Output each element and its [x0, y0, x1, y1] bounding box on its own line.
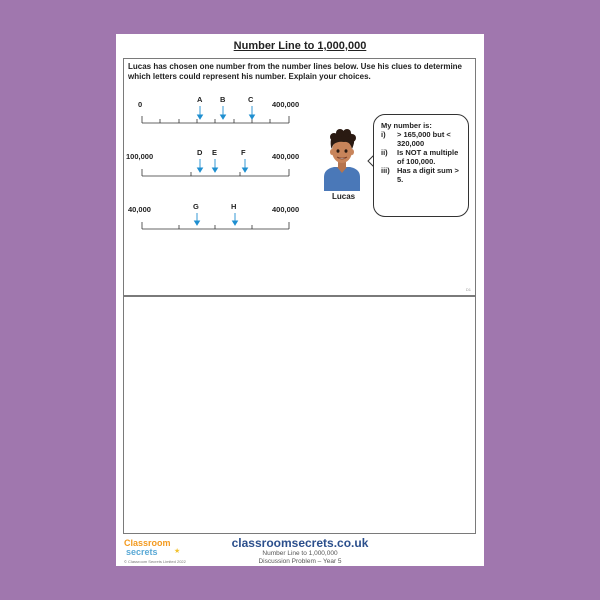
logo-star-icon: ★ [174, 548, 181, 555]
logo-text-bottom: secrets [126, 547, 158, 557]
clue-3 [381, 166, 462, 184]
lucas-avatar [320, 129, 364, 191]
number-line-2-end-label: 400,000 [272, 152, 300, 161]
clue-2-text: Is NOT a multiple of 100,000. [397, 148, 459, 166]
number-line-1-end-label: 400,000 [272, 100, 300, 109]
bubble-heading: My number is: [381, 121, 432, 130]
clue-2 [381, 148, 462, 166]
number-line-3-start-label: 40,000 [128, 205, 151, 214]
clue-1-number: i) [381, 130, 386, 139]
logo-text-top: Classroom [124, 538, 171, 548]
footer [116, 534, 484, 566]
letter-f: F [241, 148, 246, 157]
footer-subtitle: Number Line to 1,000,000 [262, 550, 338, 557]
clue-3-number: iii) [381, 166, 390, 175]
worksheet-title: Number Line to 1,000,000 [233, 40, 367, 52]
letter-h: H [231, 202, 237, 211]
letter-a: A [197, 95, 203, 104]
footer-subtitle-2: Discussion Problem – Year 5 [258, 558, 342, 565]
site-link[interactable]: classroomsecrets.co.uk [231, 536, 369, 550]
letter-c: C [248, 95, 254, 104]
clue-3-text: Has a digit sum > 5. [397, 166, 459, 184]
number-line-1 [138, 95, 299, 123]
speech-bubble [373, 114, 469, 217]
page-reference: D1 [465, 287, 471, 292]
letter-g: G [193, 202, 199, 211]
question-text: Lucas has chosen one number from the number lines below. Use his clues to determine which letters could represent his number. Explain your choices. [128, 62, 463, 81]
number-line-3-end-label: 400,000 [272, 205, 300, 214]
question-panel [123, 58, 476, 296]
number-line-2-start-label: 100,000 [126, 152, 154, 161]
character-name: Lucas [332, 192, 356, 201]
letter-b: B [220, 95, 226, 104]
number-line-2 [126, 148, 299, 176]
number-line-1-start-label: 0 [138, 100, 143, 109]
clue-1-text: > 165,000 but < 320,000 [397, 130, 451, 148]
clue-1 [381, 130, 462, 148]
worksheet-page [116, 34, 484, 566]
clue-2-number: ii) [381, 148, 388, 157]
letter-e: E [212, 148, 218, 157]
number-line-3 [128, 202, 299, 229]
answer-panel [123, 296, 476, 534]
copyright-text: © Classroom Secrets Limited 2022 [124, 559, 186, 564]
letter-d: D [197, 148, 203, 157]
